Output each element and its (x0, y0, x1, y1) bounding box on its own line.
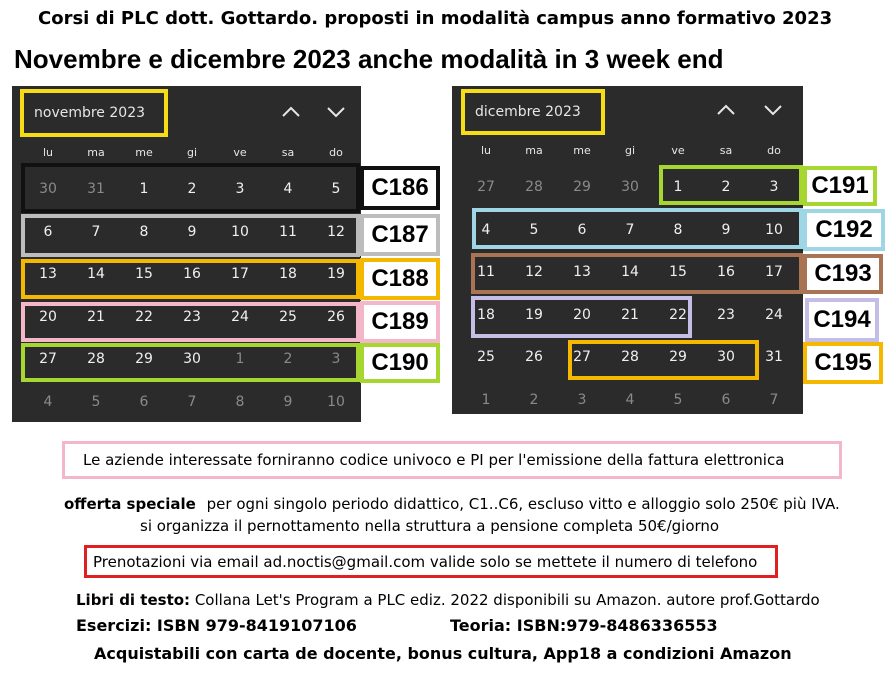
calendar-day[interactable]: 12 (525, 264, 543, 280)
december-calendar (452, 86, 803, 414)
calendar-day[interactable]: 13 (573, 264, 591, 280)
weekday-label: gi (624, 144, 636, 157)
theory-isbn: Teoria: ISBN:979-8486336553 (450, 616, 718, 635)
course-code-label: C188 (360, 258, 440, 300)
calendar-day[interactable]: 30 (717, 349, 735, 365)
weekday-label: ma (87, 146, 105, 159)
calendar-day[interactable]: 18 (279, 266, 297, 282)
calendar-day[interactable]: 25 (477, 349, 495, 365)
calendar-day[interactable]: 6 (721, 391, 731, 408)
calendar-day[interactable]: 10 (765, 221, 783, 238)
weekday-label: do (329, 146, 343, 159)
calendar-day[interactable]: 7 (769, 391, 779, 408)
calendar-day[interactable]: 1 (139, 181, 149, 197)
month-selector[interactable]: dicembre 2023 (461, 89, 605, 135)
calendar-day[interactable]: 6 (43, 223, 53, 240)
calendar-day[interactable]: 5 (91, 393, 101, 410)
calendar-day[interactable]: 15 (669, 264, 687, 280)
weekday-label: me (135, 146, 153, 159)
calendar-day[interactable]: 17 (765, 264, 783, 280)
calendar-day[interactable]: 30 (183, 351, 201, 367)
calendar-day[interactable]: 30 (39, 181, 57, 197)
calendar-day[interactable]: 7 (625, 221, 635, 238)
purchase-info: Acquistabili con carta de docente, bonus cultura, App18 a condizioni Amazon (94, 644, 792, 663)
calendar-day[interactable]: 9 (187, 223, 197, 240)
calendar-day[interactable]: 31 (87, 181, 105, 197)
calendar-day[interactable]: 24 (765, 306, 783, 323)
booking-text: Prenotazioni via email ad.noctis@gmail.com valide solo se mettete il numero di telefono (93, 552, 758, 571)
offer-label: offerta speciale (64, 495, 196, 513)
calendar-day[interactable]: 7 (91, 223, 101, 240)
calendar-day[interactable]: 31 (765, 349, 783, 365)
exercises-isbn: Esercizi: ISBN 979-8419107106 (76, 616, 357, 635)
calendar-day[interactable]: 20 (573, 306, 591, 323)
calendar-day[interactable]: 28 (87, 351, 105, 367)
calendar-day[interactable]: 3 (235, 181, 245, 197)
weekday-label: sa (281, 146, 295, 159)
calendar-day[interactable]: 4 (625, 391, 635, 408)
calendar-day[interactable]: 29 (573, 179, 591, 195)
calendar-day[interactable]: 1 (235, 351, 245, 367)
calendar-day[interactable]: 22 (135, 308, 153, 325)
calendar-day[interactable]: 4 (481, 221, 491, 238)
weekday-label: lu (480, 144, 492, 157)
calendar-day[interactable]: 13 (39, 266, 57, 282)
calendar-day[interactable]: 9 (721, 221, 731, 238)
lodging-text: si organizza il pernottamento nella struttura a pensione completa 50€/giorno (140, 517, 720, 535)
calendar-day[interactable]: 28 (525, 179, 543, 195)
books-label: Libri di testo: (76, 591, 191, 609)
calendar-day[interactable]: 11 (477, 264, 495, 280)
calendar-day[interactable]: 14 (87, 266, 105, 282)
calendar-day[interactable]: 3 (769, 179, 779, 195)
calendar-day[interactable]: 20 (39, 308, 57, 325)
weekday-label: me (573, 144, 591, 157)
calendar-day[interactable]: 25 (279, 308, 297, 325)
course-code-label: C187 (360, 214, 440, 256)
november-calendar (12, 86, 361, 422)
previous-month-button[interactable] (274, 97, 308, 127)
weekday-label: lu (42, 146, 54, 159)
calendar-day[interactable]: 17 (231, 266, 249, 282)
calendar-day[interactable]: 29 (135, 351, 153, 367)
calendar-day[interactable]: 5 (673, 391, 683, 408)
month-selector[interactable]: novembre 2023 (20, 89, 168, 137)
calendar-day[interactable]: 2 (187, 181, 197, 197)
calendar-day[interactable]: 10 (327, 393, 345, 410)
calendar-day[interactable]: 2 (283, 351, 293, 367)
calendar-day[interactable]: 3 (331, 351, 341, 367)
calendar-day[interactable]: 8 (139, 223, 149, 240)
calendar-day[interactable]: 12 (327, 223, 345, 240)
calendar-day[interactable]: 4 (43, 393, 53, 410)
calendar-day[interactable]: 1 (481, 391, 491, 408)
books-line (76, 591, 820, 609)
course-code-label: C195 (803, 342, 883, 384)
books-text: Collana Let's Program a PLC ediz. 2022 disponibili su Amazon. autore prof.Gottardo (194, 591, 820, 609)
invoice-notice-text: Le aziende interessate forniranno codice univoco e PI per l'emissione della fattura elettronica (83, 451, 785, 469)
chevron-down-icon (319, 97, 353, 127)
calendar-day[interactable]: 22 (669, 306, 687, 323)
calendar-day[interactable]: 2 (721, 179, 731, 195)
page-subtitle: Novembre e dicembre 2023 anche modalità in 3 week end (14, 44, 724, 74)
course-code-label: C193 (803, 254, 883, 294)
calendar-day[interactable]: 9 (283, 393, 293, 410)
booking-notice (84, 545, 778, 578)
calendar-day[interactable]: 7 (187, 393, 197, 410)
weekday-label: ma (525, 144, 543, 157)
calendar-day[interactable]: 8 (673, 221, 683, 238)
chevron-up-icon (274, 97, 308, 127)
calendar-day[interactable]: 18 (477, 306, 495, 323)
invoice-notice (62, 441, 842, 479)
calendar-day[interactable]: 19 (525, 306, 543, 323)
course-code-label: C192 (803, 209, 885, 251)
calendar-day[interactable]: 27 (573, 349, 591, 365)
calendar-day[interactable]: 29 (669, 349, 687, 365)
calendar-day[interactable]: 4 (283, 181, 293, 197)
offer-line (64, 495, 840, 513)
calendar-day[interactable]: 14 (621, 264, 639, 280)
course-code-label: C190 (360, 343, 440, 383)
calendar-day[interactable]: 8 (235, 393, 245, 410)
calendar-day[interactable]: 10 (231, 223, 249, 240)
calendar-day[interactable]: 21 (621, 306, 639, 323)
course-code-label: C191 (803, 166, 877, 206)
next-month-button[interactable] (756, 95, 790, 125)
calendar-day[interactable]: 6 (139, 393, 149, 410)
calendar-day[interactable]: 21 (87, 308, 105, 325)
calendar-day[interactable]: 11 (279, 223, 297, 240)
weekday-label: ve (233, 146, 247, 159)
course-code-label: C189 (360, 301, 440, 343)
calendar-day[interactable]: 19 (327, 266, 345, 282)
calendar-day[interactable]: 2 (529, 391, 539, 408)
calendar-day[interactable]: 24 (231, 308, 249, 325)
weekday-label: gi (186, 146, 198, 159)
offer-text: per ogni singolo periodo didattico, C1..C6, escluso vitto e alloggio solo 250€ più IVA. (206, 495, 840, 513)
calendar-day[interactable]: 26 (525, 349, 543, 365)
chevron-up-icon (709, 95, 743, 125)
calendar-day[interactable]: 15 (135, 266, 153, 282)
calendar-day[interactable]: 6 (577, 221, 587, 238)
calendar-day[interactable]: 3 (577, 391, 587, 408)
next-month-button[interactable] (319, 97, 353, 127)
calendar-day[interactable]: 30 (621, 179, 639, 195)
chevron-down-icon (756, 95, 790, 125)
calendar-day[interactable]: 27 (477, 179, 495, 195)
calendar-day[interactable]: 16 (183, 266, 201, 282)
calendar-day[interactable]: 1 (673, 179, 683, 195)
weekday-label: ve (671, 144, 685, 157)
calendar-day[interactable]: 23 (183, 308, 201, 325)
calendar-day[interactable]: 5 (331, 181, 341, 197)
calendar-day[interactable]: 28 (621, 349, 639, 365)
calendar-day[interactable]: 16 (717, 264, 735, 280)
calendar-day[interactable]: 5 (529, 221, 539, 238)
page-title: Corsi di PLC dott. Gottardo. proposti in modalità campus anno formativo 2023 (38, 8, 833, 29)
weekday-label: sa (719, 144, 733, 157)
weekday-label: do (767, 144, 781, 157)
calendar-day[interactable]: 27 (39, 351, 57, 367)
course-code-label: C194 (805, 298, 879, 342)
calendar-day[interactable]: 26 (327, 308, 345, 325)
course-code-label: C186 (360, 166, 440, 210)
previous-month-button[interactable] (709, 95, 743, 125)
calendar-day[interactable]: 23 (717, 306, 735, 323)
